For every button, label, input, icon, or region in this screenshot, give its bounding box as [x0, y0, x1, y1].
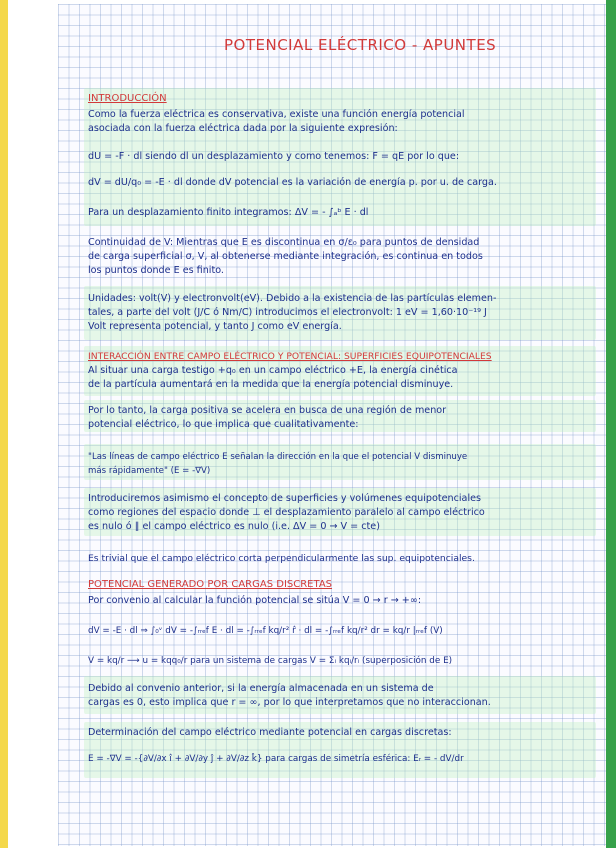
section-heading-interaction: INTERACCIÓN ENTRE CAMPO ELÉCTRICO Y POTENCIAL: SUPERFICIES EQUIPOTENCIALES	[88, 351, 492, 362]
discrete-line-4: Determinación del campo eléctrico mediante potencial en cargas discretas:	[88, 727, 452, 738]
section-heading-discrete: POTENCIAL GENERADO POR CARGAS DISCRETAS	[88, 579, 333, 590]
discrete-formula-2: V = kq/r ⟶ u = kqq₀/r para un sistema de cargas V = Σᵢ kqᵢ/rᵢ (superposición de E)	[88, 656, 453, 666]
quote-line-1: "Las líneas de campo eléctrico E señalan la dirección en la que el potencial V disminuye	[88, 452, 468, 462]
intro-line-2: asociada con la fuerza eléctrica dada por la siguiente expresión:	[88, 123, 398, 134]
interaction-line-4: potencial eléctrico, lo que implica que cualitativamente:	[88, 419, 359, 430]
equipotential-line-3: es nulo ó ∥ el campo eléctrico es nulo (i.e. ΔV = 0 → V = cte)	[88, 521, 380, 532]
page-title: POTENCIAL ELÉCTRICO - APUNTES	[224, 36, 497, 54]
continuity-line-1: Continuidad de V: Mientras que E es discontinua en σ/ε₀ para puntos de densidad	[88, 237, 480, 248]
equipotential-line-2: como regiones del espacio donde ⊥ el desplazamiento paralelo al campo eléctrico	[88, 507, 485, 518]
interaction-line-2: de la partícula aumentará en la medida que la energía potencial disminuye.	[88, 379, 454, 390]
units-line-3: Volt representa potencial, y tanto J como eV energía.	[88, 321, 342, 332]
continuity-line-3: los puntos donde E es finito.	[88, 265, 224, 276]
equipotential-line-4: Es trivial que el campo eléctrico corta perpendicularmente las sup. equipotenciales.	[88, 553, 475, 564]
units-line-2: tales, a parte del volt (J/C ó Nm/C) introducimos el electronvolt: 1 eV = 1,60·10⁻¹⁹ J	[88, 307, 487, 318]
discrete-line-1: Por convenio al calcular la función potencial se sitúa V = 0 → r → +∞:	[88, 595, 422, 606]
interaction-line-3: Por lo tanto, la carga positiva se acelera en busca de una región de menor	[88, 405, 447, 416]
interaction-line-1: Al situar una carga testigo +q₀ en un campo eléctrico +E, la energía cinética	[88, 365, 458, 376]
intro-line-1: Como la fuerza eléctrica es conservativa, existe una función energía potencial	[88, 109, 465, 120]
intro-line-5: Para un desplazamiento finito integramos: ΔV = - ∫ₐᵇ E · dl	[88, 207, 369, 218]
notebook-edge	[606, 0, 616, 848]
continuity-line-2: de carga superficial σ, V, al obtenerse mediante integración, es continua en todos	[88, 251, 483, 262]
discrete-formula-1: dV = -E · dl ⇒ ∫₀ᵛ dV = -∫ᵣᵣₑf E · dl = -∫ᵣᵣₑf kq/r² r̂ · dl = -∫ᵣᵣₑf kq/r² dr = kq/r |ᵣᵣₑf (V)	[88, 626, 443, 636]
units-line-1: Unidades: volt(V) y electronvolt(eV). Debido a la existencia de las partículas elemen-	[88, 293, 497, 304]
section-heading-intro: INTRODUCCIÓN	[88, 93, 167, 104]
discrete-formula-3: E = -∇V = -{∂V/∂x î + ∂V/∂y ĵ + ∂V/∂z k̂} para cargas de simetría esférica: Eᵣ = - dV/dr	[88, 754, 464, 764]
discrete-line-2: Debido al convenio anterior, si la energía almacenada en un sistema de	[88, 683, 434, 694]
notebook-spine	[0, 0, 8, 848]
intro-line-3: dU = -F · dl siendo dl un desplazamiento y como tenemos: F = qE por lo que:	[88, 151, 460, 162]
discrete-line-3: cargas es 0, esto implica que r = ∞, por lo que interpretamos que no interaccionan.	[88, 697, 491, 708]
equipotential-line-1: Introduciremos asimismo el concepto de superficies y volúmenes equipotenciales	[88, 493, 482, 504]
intro-line-4: dV = dU/q₀ = -E · dl donde dV potencial es la variación de energía p. por u. de carga.	[88, 177, 497, 188]
quote-line-2: más rápidamente" (E = -∇V)	[88, 466, 211, 476]
